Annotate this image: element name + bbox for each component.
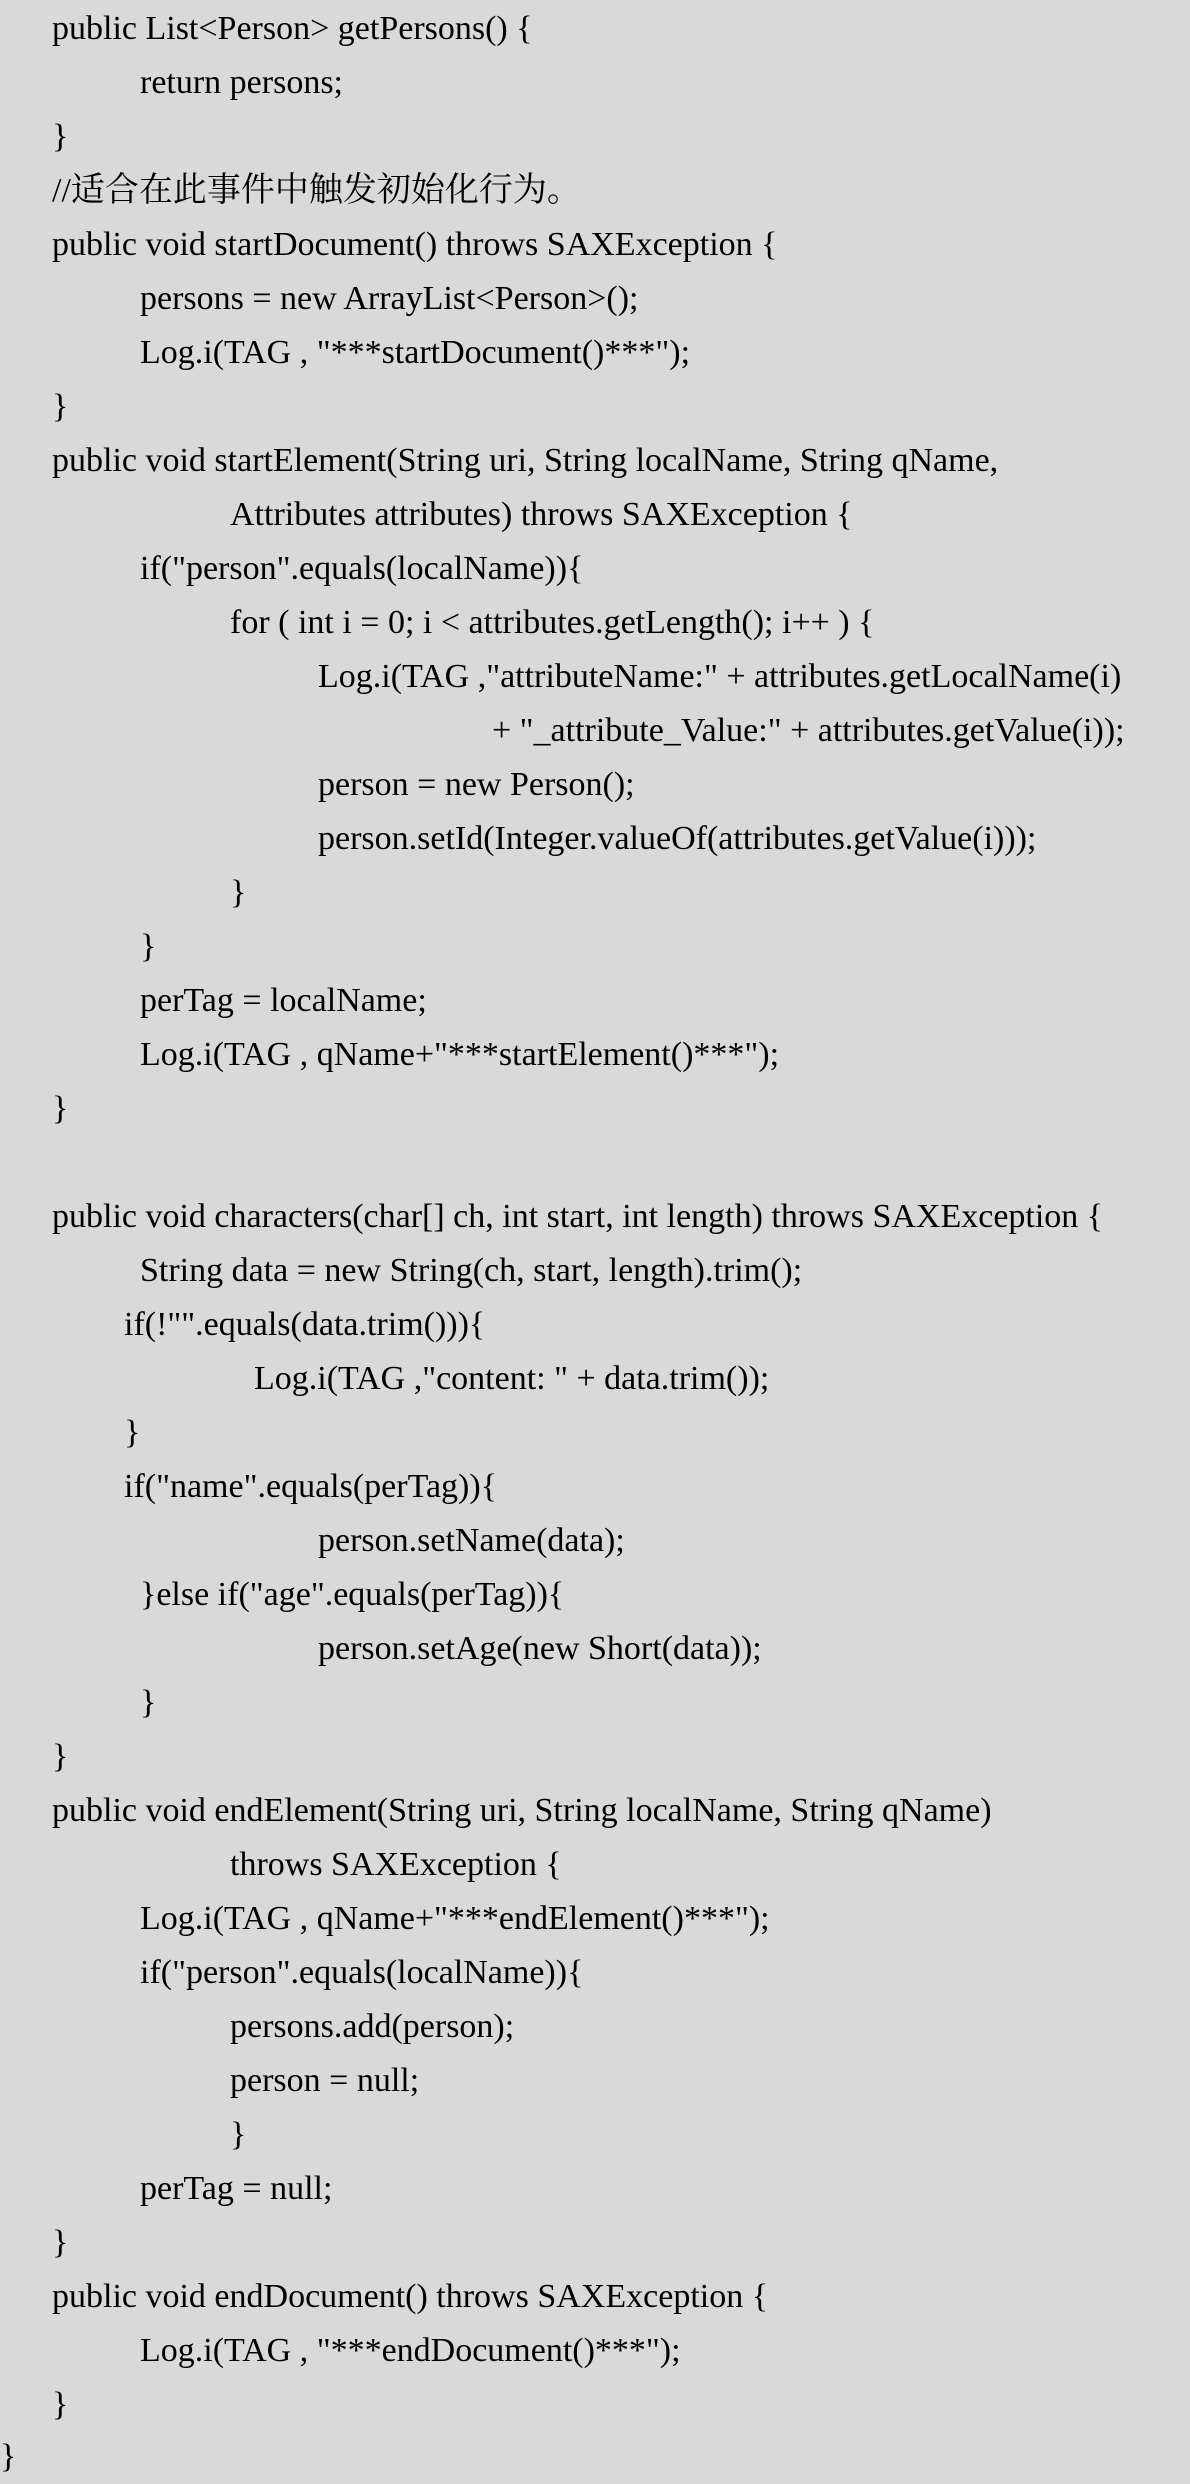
code-line: }else if("age".equals(perTag)){ [140,1576,565,1613]
code-line: if("person".equals(localName)){ [140,1954,584,1991]
code-line: person = new Person(); [318,766,635,803]
code-line: } [52,1090,69,1127]
code-line: for ( int i = 0; i < attributes.getLength(); i++ ) { [230,604,875,641]
code-line: if("person".equals(localName)){ [140,550,584,587]
code-line: return persons; [140,64,344,101]
code-line: } [140,928,157,965]
code-line: Log.i(TAG ,"attributeName:" + attributes.getLocalName(i) [318,658,1122,695]
code-line: perTag = localName; [140,982,427,1019]
code-line: public void startElement(String uri, String localName, String qName, [52,442,999,479]
code-line: public List<Person> getPersons() { [52,10,533,47]
code-line: } [124,1414,141,1451]
code-line: if("name".equals(perTag)){ [124,1468,498,1505]
code-line: } [52,2224,69,2261]
code-line: person.setId(Integer.valueOf(attributes.getValue(i))); [318,820,1037,857]
code-line: person.setAge(new Short(data)); [318,1630,762,1667]
code-line: } [140,1684,157,1721]
code-line: person.setName(data); [318,1522,625,1559]
code-line: } [230,2116,247,2153]
code-line: public void endDocument() throws SAXException { [52,2278,769,2315]
code-line: perTag = null; [140,2170,333,2207]
code-line: String data = new String(ch, start, length).trim(); [140,1252,803,1289]
code-line: Log.i(TAG , qName+"***endElement()***"); [140,1900,770,1937]
code-line: } [52,118,69,155]
code-line: Log.i(TAG ,"content: " + data.trim()); [254,1360,770,1397]
code-line: public void characters(char[] ch, int start, int length) throws SAXException { [52,1198,1104,1235]
code-line: } [0,2438,17,2475]
code-line: Log.i(TAG , "***startDocument()***"); [140,334,691,371]
code-line: throws SAXException { [230,1846,562,1883]
code-line: } [230,874,247,911]
code-line: Attributes attributes) throws SAXException { [230,496,853,533]
code-line: persons = new ArrayList<Person>(); [140,280,639,317]
code-line: } [52,2386,69,2423]
code-line: Log.i(TAG , qName+"***startElement()***"); [140,1036,780,1073]
code-line: if(!"".equals(data.trim())){ [124,1306,486,1343]
code-line: public void endElement(String uri, String localName, String qName) [52,1792,992,1829]
code-line: person = null; [230,2062,420,2099]
code-comment: //适合在此事件中触发初始化行为。 [52,172,581,209]
code-line: public void startDocument() throws SAXException { [52,226,778,263]
code-line: } [52,1738,69,1775]
code-line: + "_attribute_Value:" + attributes.getValue(i)); [492,712,1125,749]
code-line: } [52,388,69,425]
code-line: Log.i(TAG , "***endDocument()***"); [140,2332,681,2369]
code-line: persons.add(person); [230,2008,515,2045]
